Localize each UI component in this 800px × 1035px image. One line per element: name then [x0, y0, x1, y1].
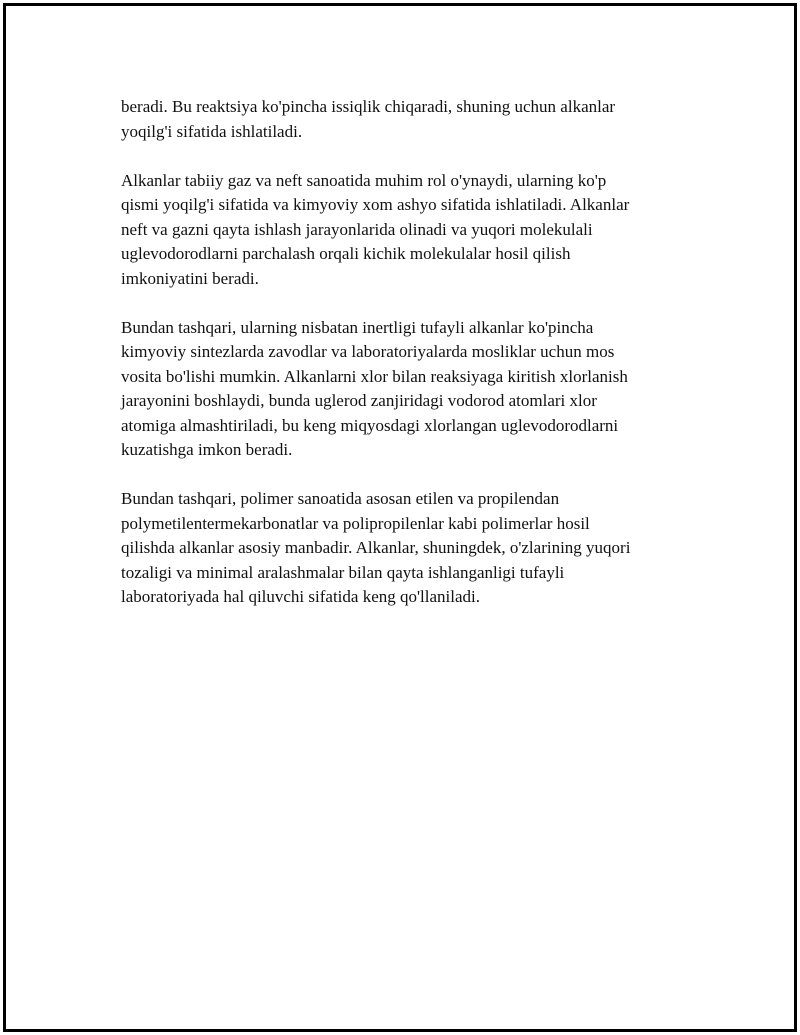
paragraph-1 [121, 95, 691, 144]
text-line: kuzatishga imkon beradi. [121, 440, 293, 459]
paragraph-4 [121, 487, 691, 610]
document-page [3, 3, 797, 1032]
text-line: uglevodorodlarni parchalash orqali kichik molekulalar hosil qilish [121, 244, 571, 263]
text-line: qismi yoqilg'i sifatida va kimyoviy xom ashyo sifatida ishlatiladi. Alkanlar [121, 195, 630, 214]
text-line: kimyoviy sintezlarda zavodlar va laboratoriyalarda mosliklar uchun mos [121, 342, 615, 361]
text-line: Alkanlar tabiiy gaz va neft sanoatida muhim rol o'ynaydi, ularning ko'p [121, 170, 607, 190]
text-line: beradi. Bu reaktsiya ko'pincha issiqlik chiqaradi, shuning uchun alkanlar [121, 97, 616, 116]
text-line: Bundan tashqari, polimer sanoatida asosan etilen va propilendan [121, 489, 560, 508]
text-line: vosita bo'lishi mumkin. Alkanlarni xlor bilan reaksiyaga kiritish xlorlanish [121, 366, 628, 386]
text-line: neft va gazni qayta ishlash jarayonlarida olinadi va yuqori molekulali [121, 219, 593, 239]
text-line: atomiga almashtiriladi, bu keng miqyosdagi xlorlangan uglevodorodlarni [121, 415, 619, 435]
text-line: Bundan tashqari, ularning nisbatan inertligi tufayli alkanlar ko'pincha [121, 317, 594, 337]
text-line: yoqilg'i sifatida ishlatiladi. [121, 121, 303, 141]
text-line: laboratoriyada hal qiluvchi sifatida keng qo'llaniladi. [121, 587, 481, 606]
text-line: tozaligi va minimal aralashmalar bilan qayta ishlanganligi tufayli [121, 562, 565, 582]
paragraph-2 [121, 169, 691, 292]
text-line: qilishda alkanlar asosiy manbadir. Alkanlar, shuningdek, o'zlarining yuqori [121, 538, 631, 557]
text-line: jarayonini boshlaydi, bunda uglerod zanjiridagi vodorod atomlari xlor [121, 391, 597, 410]
text-line: imkoniyatini beradi. [121, 268, 259, 288]
paragraph-3 [121, 316, 691, 463]
document-body [121, 95, 691, 634]
text-line: polymetilentermekarbonatlar va polipropilenlar kabi polimerlar hosil [121, 513, 590, 533]
